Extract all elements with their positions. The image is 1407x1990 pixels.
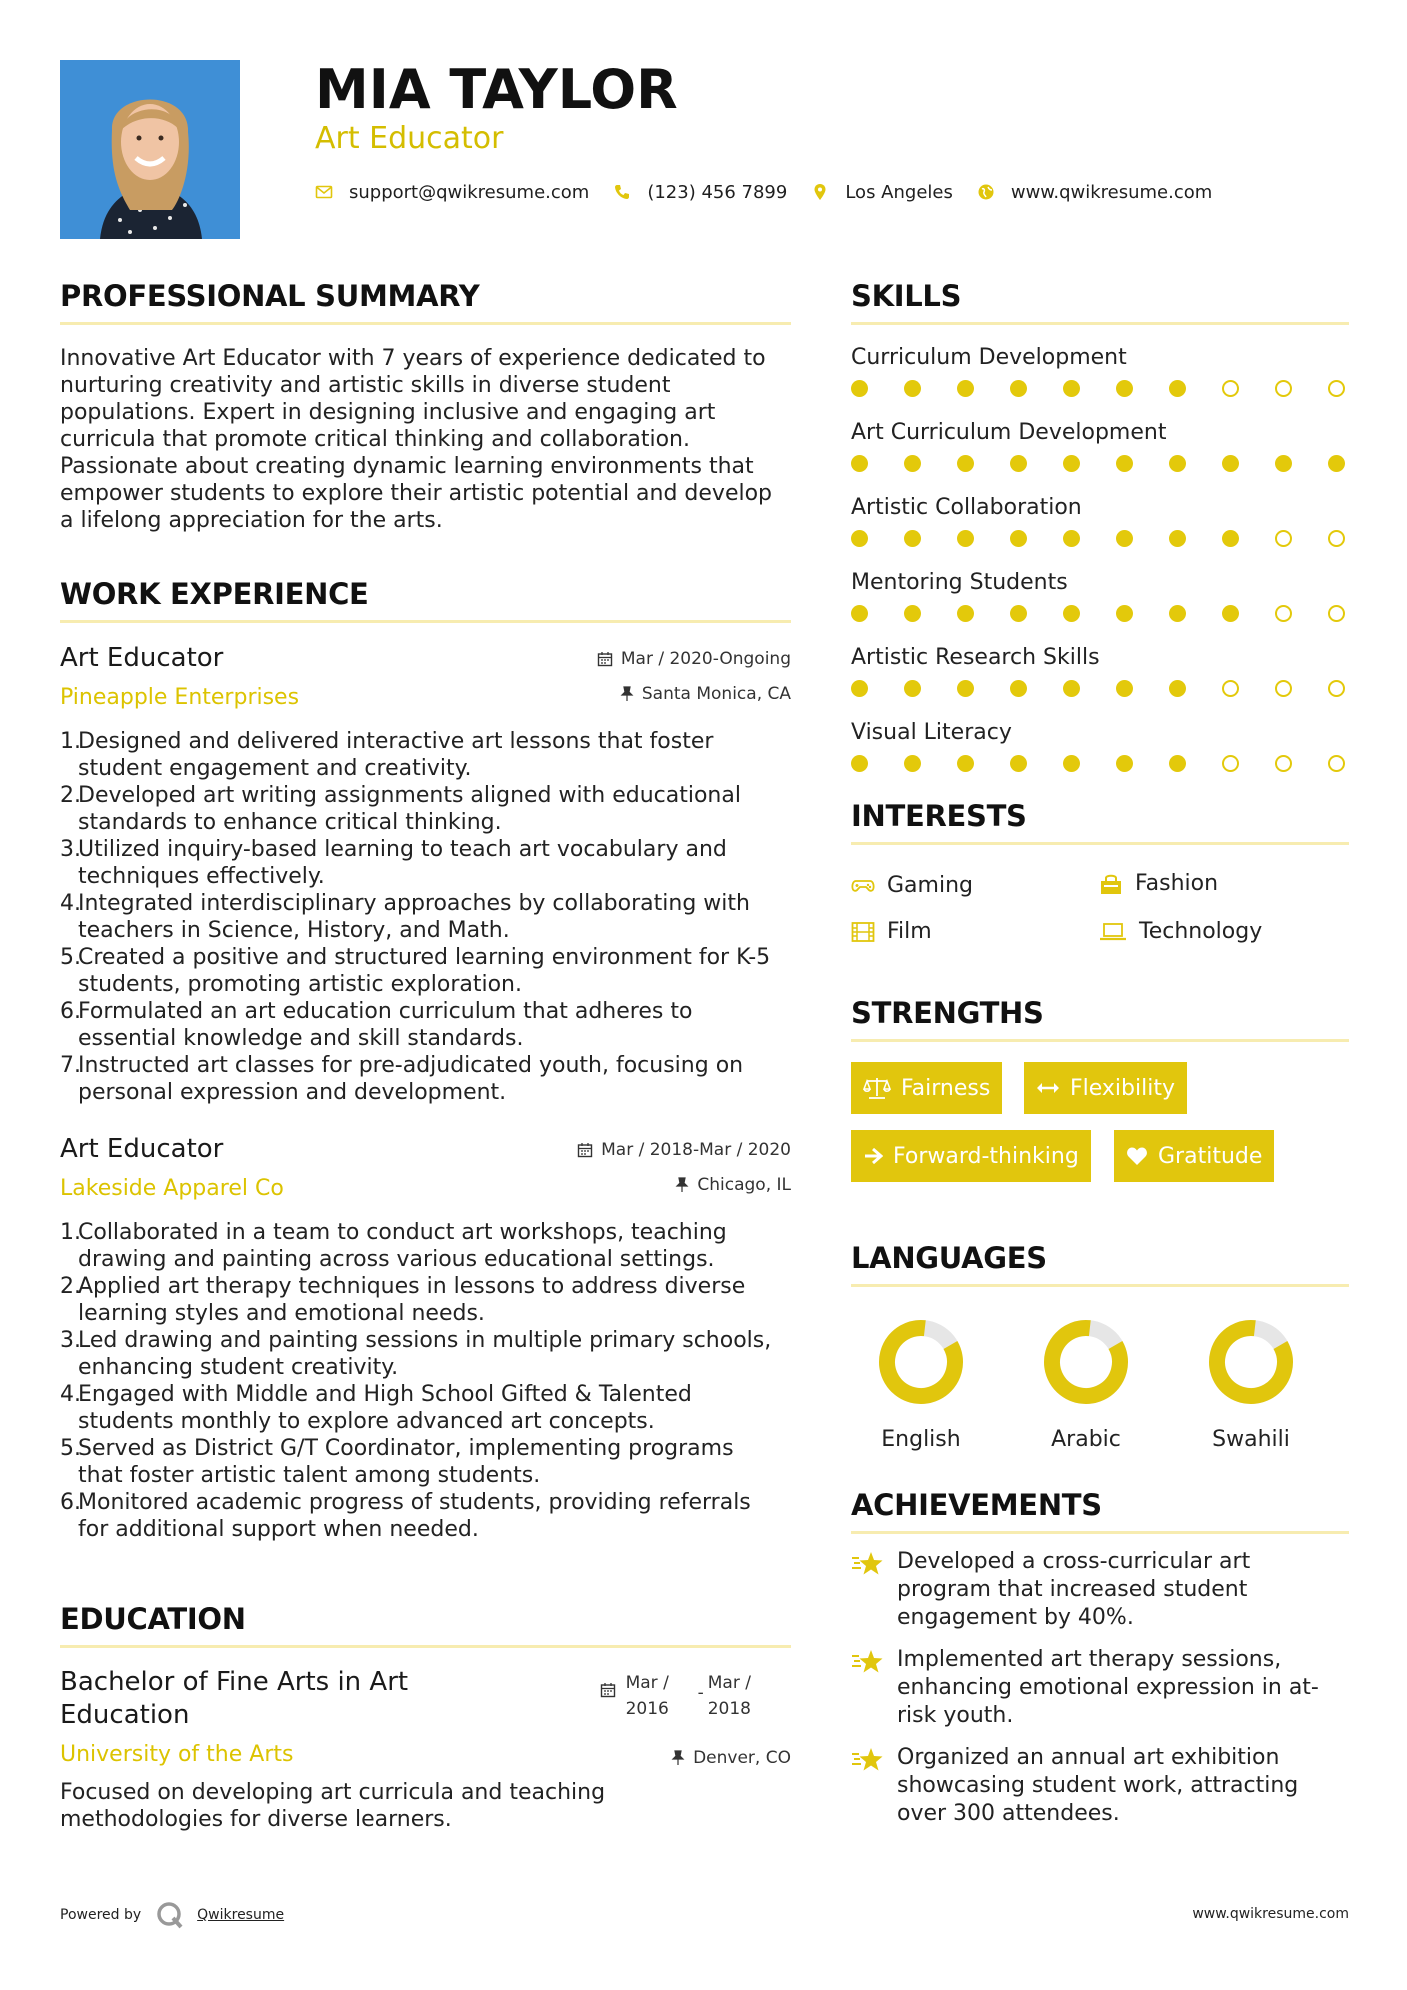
job-title: Art Educator — [60, 643, 224, 673]
strengths-divider — [851, 1039, 1349, 1042]
bullet-line: Designed and delivered interactive art lessons that foster — [78, 729, 714, 754]
contact-phone[interactable]: (123) 456 7899 — [647, 181, 788, 203]
skill-rating — [851, 755, 1349, 773]
achievement-text — [897, 1548, 1250, 1632]
bullet-line: learning styles and emotional needs. — [78, 1301, 485, 1326]
skill-dot-empty — [1328, 380, 1345, 397]
language-name: Swahili — [1212, 1427, 1290, 1452]
education-section — [60, 1599, 791, 1833]
bullet-item — [60, 1381, 791, 1435]
skill-dot-empty — [1275, 530, 1292, 547]
bullet-line: students, promoting artistic exploration. — [78, 972, 522, 997]
interest-item — [851, 873, 973, 898]
experience-title: WORK EXPERIENCE — [60, 577, 369, 611]
pushpin-icon — [675, 1177, 689, 1193]
film-icon — [851, 921, 875, 943]
qwikresume-link[interactable]: Qwikresume — [197, 1907, 285, 1923]
contact-email[interactable]: support@qwikresume.com — [349, 181, 590, 203]
languages-title: LANGUAGES — [851, 1241, 1047, 1275]
skill-dot-filled — [1116, 755, 1133, 772]
job-entry — [60, 643, 791, 1106]
skill-dot-filled — [851, 530, 868, 547]
strengths-list — [851, 1062, 1349, 1210]
bullet-line: essential knowledge and skill standards. — [78, 1026, 524, 1051]
bullet-number: 2. — [60, 783, 81, 808]
languages-section — [851, 1238, 1349, 1467]
laptop-icon — [1099, 922, 1127, 942]
skill-name: Visual Literacy — [851, 720, 1012, 745]
skill-dot-filled — [1010, 605, 1027, 622]
footer-powered-by — [60, 1900, 284, 1930]
skill-dot-filled — [1063, 755, 1080, 772]
skills-divider — [851, 322, 1349, 325]
bullet-line: Collaborated in a team to conduct art workshops, teaching — [78, 1220, 727, 1245]
bullet-line: Formulated an art education curriculum that adheres to — [78, 999, 693, 1024]
skill-dot-empty — [1275, 755, 1292, 772]
skill-dot-filled — [1169, 380, 1186, 397]
summary-line: nurturing creativity and artistic skills in diverse student — [60, 373, 671, 398]
achievement-line: Organized an annual art exhibition — [897, 1745, 1280, 1770]
interest-label: Gaming — [887, 873, 973, 898]
date-separator: - — [697, 1683, 704, 1703]
skill-dot-filled — [1063, 680, 1080, 697]
bullet-line: Monitored academic progress of students, providing referrals — [78, 1490, 751, 1515]
bullet-number: 2. — [60, 1274, 81, 1299]
star-icon — [851, 1550, 885, 1578]
skill-dot-empty — [1328, 680, 1345, 697]
skill-dot-filled — [1116, 380, 1133, 397]
bullet-line: Utilized inquiry-based learning to teach art vocabulary and — [78, 837, 727, 862]
achievement-line: engagement by 40%. — [897, 1605, 1134, 1630]
skill-dot-filled — [904, 680, 921, 697]
star-icon — [851, 1746, 885, 1774]
bullet-line: Instructed art classes for pre-adjudicated youth, focusing on — [78, 1053, 744, 1078]
degree-line: Bachelor of Fine Arts in Art — [60, 1667, 409, 1697]
language-donut — [1206, 1317, 1296, 1407]
bullet-number: 3. — [60, 837, 81, 862]
education-description — [60, 1779, 791, 1833]
interest-item — [851, 919, 932, 944]
skill-dot-filled — [1169, 755, 1186, 772]
skill-dot-empty — [1222, 680, 1239, 697]
summary-line: populations. Expert in designing inclusive and engaging art — [60, 400, 716, 425]
skill-item — [851, 345, 1349, 420]
envelope-icon — [315, 183, 333, 201]
degree-line: Education — [60, 1700, 190, 1730]
skill-dot-filled — [851, 455, 868, 472]
interests-list — [851, 865, 1349, 957]
education-desc-line: methodologies for diverse learners. — [60, 1807, 452, 1832]
skill-dot-filled — [1169, 455, 1186, 472]
skill-dot-filled — [1116, 530, 1133, 547]
job-title: Art Educator — [60, 1134, 224, 1164]
interest-item — [1099, 871, 1218, 896]
job-date-text: Mar / 2020-Ongoing — [620, 649, 791, 669]
skill-dot-filled — [1222, 605, 1239, 622]
job-location — [675, 1175, 791, 1195]
skill-dot-filled — [957, 380, 974, 397]
calendar-icon — [600, 1682, 616, 1698]
bullet-line: student engagement and creativity. — [78, 756, 472, 781]
bullet-item — [60, 728, 791, 782]
skill-dot-filled — [1169, 680, 1186, 697]
contact-bar — [315, 178, 1236, 206]
bullet-item — [60, 1273, 791, 1327]
bullet-line: teachers in Science, History, and Math. — [78, 918, 510, 943]
phone-icon — [613, 183, 631, 201]
skill-dot-filled — [904, 455, 921, 472]
bullet-item — [60, 944, 791, 998]
bullet-line: techniques effectively. — [78, 864, 325, 889]
skills-list — [851, 345, 1349, 770]
start-year: 2016 — [625, 1699, 669, 1719]
bullet-line: Engaged with Middle and High School Gifted & Talented — [78, 1382, 692, 1407]
experience-section — [60, 574, 791, 1543]
gamepad-icon — [851, 877, 875, 895]
language-item — [1016, 1317, 1156, 1452]
skill-dot-filled — [957, 605, 974, 622]
summary-text — [60, 345, 791, 534]
skill-dot-empty — [1275, 680, 1292, 697]
bullet-number: 4. — [60, 1382, 81, 1407]
summary-section — [60, 276, 791, 534]
achievement-line: Developed a cross-curricular art — [897, 1549, 1251, 1574]
bullet-number: 5. — [60, 1436, 81, 1461]
skill-dot-filled — [1116, 455, 1133, 472]
job-entry — [60, 1134, 791, 1543]
skill-name: Curriculum Development — [851, 345, 1127, 370]
skill-name: Artistic Research Skills — [851, 645, 1100, 670]
achievement-line: risk youth. — [897, 1703, 1014, 1728]
pushpin-icon — [671, 1750, 685, 1766]
languages-divider — [851, 1284, 1349, 1287]
end-year: 2018 — [707, 1699, 751, 1719]
summary-divider — [60, 322, 791, 325]
skill-dot-filled — [1063, 455, 1080, 472]
skill-rating — [851, 605, 1349, 623]
education-divider — [60, 1645, 791, 1648]
achievement-item — [851, 1744, 1349, 1828]
bullet-line: Developed art writing assignments aligned with educational — [78, 783, 741, 808]
qwikresume-logo-icon — [155, 1900, 185, 1930]
education-desc-line: Focused on developing art curricula and teaching — [60, 1780, 606, 1805]
bullet-number: 6. — [60, 999, 81, 1024]
bullet-number: 5. — [60, 945, 81, 970]
interest-label: Film — [887, 919, 932, 944]
skill-dot-filled — [904, 605, 921, 622]
skill-dot-empty — [1328, 755, 1345, 772]
strength-badge — [1024, 1062, 1187, 1114]
strength-label: Flexibility — [1070, 1075, 1175, 1101]
bullet-line: Led drawing and painting sessions in multiple primary schools, — [78, 1328, 772, 1353]
strength-badge — [851, 1062, 1002, 1114]
job-bullets — [60, 1219, 791, 1543]
strength-badge — [1114, 1130, 1274, 1182]
job-location-text: Santa Monica, CA — [641, 684, 791, 704]
skill-dot-filled — [851, 755, 868, 772]
donut-arc — [1206, 1317, 1296, 1407]
strength-label: Fairness — [901, 1075, 991, 1101]
skill-dot-filled — [904, 755, 921, 772]
skill-dot-filled — [1169, 530, 1186, 547]
skill-dot-empty — [1275, 380, 1292, 397]
achievements-section — [851, 1485, 1349, 1828]
skill-rating — [851, 530, 1349, 548]
interest-label: Fashion — [1135, 871, 1219, 896]
skill-dot-filled — [1169, 605, 1186, 622]
bullet-item — [60, 1219, 791, 1273]
skill-rating — [851, 680, 1349, 698]
skill-dot-empty — [1275, 605, 1292, 622]
heart-icon — [1126, 1146, 1148, 1166]
skill-name: Artistic Collaboration — [851, 495, 1082, 520]
skill-dot-filled — [1063, 530, 1080, 547]
bullet-item — [60, 1489, 791, 1543]
summary-line: a lifelong appreciation for the arts. — [60, 508, 443, 533]
summary-line: Passionate about creating dynamic learning environments that — [60, 454, 754, 479]
candidate-role: Art Educator — [315, 121, 504, 156]
job-date — [597, 649, 791, 669]
language-item — [851, 1317, 991, 1452]
skill-dot-empty — [1328, 605, 1345, 622]
skill-item — [851, 570, 1349, 645]
bullet-line: personal expression and development. — [78, 1080, 507, 1105]
left-column — [60, 276, 791, 1833]
skill-dot-empty — [1328, 530, 1345, 547]
skill-name: Mentoring Students — [851, 570, 1068, 595]
skill-dot-filled — [1063, 605, 1080, 622]
summary-line: curricula that promote critical thinking and collaboration. — [60, 427, 690, 452]
bullet-item — [60, 998, 791, 1052]
skill-dot-filled — [904, 530, 921, 547]
donut-arc — [876, 1317, 966, 1407]
donut-arc — [1041, 1317, 1131, 1407]
skills-section — [851, 276, 1349, 770]
profile-photo — [60, 60, 240, 239]
pushpin-icon — [620, 686, 634, 702]
achievement-line: showcasing student work, attracting — [897, 1773, 1299, 1798]
job-company: Lakeside Apparel Co — [60, 1176, 284, 1201]
footer-website[interactable]: www.qwikresume.com — [1192, 1906, 1349, 1922]
job-date — [577, 1140, 791, 1160]
bullet-number: 7. — [60, 1053, 81, 1078]
bullet-line: that foster artistic talent among students. — [78, 1463, 541, 1488]
bullet-line: enhancing student creativity. — [78, 1355, 399, 1380]
language-name: English — [881, 1427, 961, 1452]
achievement-line: enhancing emotional expression in at- — [897, 1675, 1319, 1700]
job-company: Pineapple Enterprises — [60, 685, 300, 710]
skills-title: SKILLS — [851, 279, 962, 313]
scale-icon — [863, 1076, 891, 1100]
skill-dot-filled — [851, 605, 868, 622]
achievement-item — [851, 1646, 1349, 1730]
education-start — [626, 1670, 698, 1722]
skill-item — [851, 720, 1349, 770]
language-donut — [876, 1317, 966, 1407]
bullet-line: standards to enhance critical thinking. — [78, 810, 502, 835]
bullet-line: Created a positive and structured learning environment for K-5 — [78, 945, 771, 970]
job-location — [620, 684, 791, 704]
interests-title: INTERESTS — [851, 799, 1027, 833]
education-title: EDUCATION — [60, 1602, 246, 1636]
bullet-line: drawing and painting across various educational settings. — [78, 1247, 715, 1272]
summary-line: Innovative Art Educator with 7 years of experience dedicated to — [60, 346, 766, 371]
achievements-list — [851, 1548, 1349, 1828]
skill-dot-filled — [1116, 605, 1133, 622]
end-month: Mar / — [707, 1673, 751, 1693]
bullet-line: Applied art therapy techniques in lessons to address diverse — [78, 1274, 746, 1299]
start-month: Mar / — [625, 1673, 669, 1693]
map-pin-icon — [811, 183, 829, 201]
skill-dot-filled — [1222, 455, 1239, 472]
interest-item — [1099, 919, 1262, 944]
calendar-icon — [577, 1142, 593, 1158]
bullet-item — [60, 1327, 791, 1381]
bullet-item — [60, 1052, 791, 1106]
skill-rating — [851, 380, 1349, 398]
skill-dot-filled — [957, 755, 974, 772]
summary-line: empower students to explore their artistic potential and develop — [60, 481, 773, 506]
star-icon — [851, 1648, 885, 1676]
school-name: University of the Arts — [60, 1742, 294, 1767]
bullet-item — [60, 890, 791, 944]
arrows-horizontal-icon — [1036, 1081, 1060, 1095]
candidate-name: MIA TAYLOR — [315, 58, 678, 121]
achievements-divider — [851, 1531, 1349, 1534]
right-column — [851, 276, 1349, 1828]
language-name: Arabic — [1051, 1427, 1121, 1452]
skill-dot-filled — [1010, 530, 1027, 547]
bullet-item — [60, 782, 791, 836]
bullet-number: 6. — [60, 1490, 81, 1515]
job-date-text: Mar / 2018-Mar / 2020 — [601, 1140, 791, 1160]
calendar-icon — [597, 651, 613, 667]
achievement-text — [897, 1744, 1298, 1828]
job-bullets — [60, 728, 791, 1106]
achievement-line: Implemented art therapy sessions, — [897, 1647, 1282, 1672]
skill-dot-filled — [1063, 380, 1080, 397]
education-entry — [60, 1666, 791, 1833]
achievements-title: ACHIEVEMENTS — [851, 1488, 1102, 1522]
interests-divider — [851, 842, 1349, 845]
bullet-number: 4. — [60, 891, 81, 916]
skill-item — [851, 420, 1349, 495]
bullet-number: 1. — [60, 1220, 81, 1245]
achievement-line: program that increased student — [897, 1577, 1248, 1602]
skill-dot-empty — [1222, 755, 1239, 772]
skill-dot-filled — [957, 455, 974, 472]
globe-icon — [977, 183, 995, 201]
contact-website[interactable]: www.qwikresume.com — [1010, 181, 1213, 203]
skill-dot-filled — [1328, 455, 1345, 472]
bullet-line: Served as District G/T Coordinator, implementing programs — [78, 1436, 734, 1461]
strengths-section — [851, 993, 1349, 1210]
education-location-text: Denver, CO — [693, 1748, 791, 1768]
skill-dot-filled — [1275, 455, 1292, 472]
education-location — [671, 1748, 791, 1768]
skill-dot-filled — [957, 680, 974, 697]
summary-title: PROFESSIONAL SUMMARY — [60, 279, 480, 313]
education-end — [708, 1670, 751, 1722]
powered-by-text: Powered by — [60, 1907, 142, 1923]
skill-dot-filled — [1116, 680, 1133, 697]
interests-section — [851, 796, 1349, 957]
skill-dot-filled — [1010, 380, 1027, 397]
bullet-number: 1. — [60, 729, 81, 754]
skill-name: Art Curriculum Development — [851, 420, 1167, 445]
strengths-title: STRENGTHS — [851, 996, 1044, 1030]
skill-dot-filled — [1222, 530, 1239, 547]
bullet-line: for additional support when needed. — [78, 1517, 479, 1542]
skill-dot-empty — [1222, 380, 1239, 397]
bag-icon — [1099, 873, 1123, 895]
experience-divider — [60, 620, 791, 623]
skill-dot-filled — [1010, 680, 1027, 697]
bullet-item — [60, 836, 791, 890]
skill-dot-filled — [957, 530, 974, 547]
interest-label: Technology — [1139, 919, 1263, 944]
language-item — [1181, 1317, 1321, 1452]
skill-dot-filled — [851, 380, 868, 397]
languages-list — [851, 1317, 1349, 1467]
job-location-text: Chicago, IL — [697, 1175, 791, 1195]
skill-dot-filled — [1010, 455, 1027, 472]
achievement-text — [897, 1646, 1319, 1730]
contact-location: Los Angeles — [845, 181, 953, 203]
bullet-line: students monthly to explore advanced art concepts. — [78, 1409, 655, 1434]
bullet-number: 3. — [60, 1328, 81, 1353]
language-donut — [1041, 1317, 1131, 1407]
skill-dot-filled — [1010, 755, 1027, 772]
bullet-line: Integrated interdisciplinary approaches by collaborating with — [78, 891, 750, 916]
skill-dot-filled — [851, 680, 868, 697]
achievement-item — [851, 1548, 1349, 1632]
skill-item — [851, 645, 1349, 720]
skill-rating — [851, 455, 1349, 473]
skill-item — [851, 495, 1349, 570]
strength-label: Forward-thinking — [893, 1143, 1079, 1169]
achievement-line: over 300 attendees. — [897, 1801, 1120, 1826]
strength-badge — [851, 1130, 1091, 1182]
skill-dot-filled — [904, 380, 921, 397]
arrow-right-icon — [863, 1147, 883, 1165]
education-dates — [600, 1670, 751, 1722]
bullet-item — [60, 1435, 791, 1489]
strength-label: Gratitude — [1158, 1143, 1263, 1169]
